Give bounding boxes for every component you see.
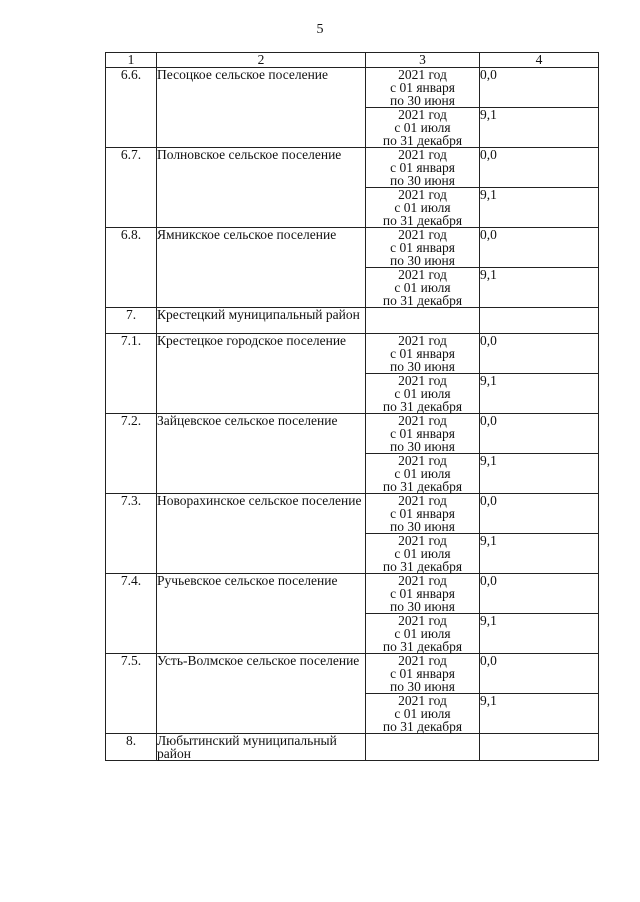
row-number: 7.4.	[106, 574, 157, 654]
period-line: 2021 год	[398, 227, 447, 242]
row-number: 7.1.	[106, 334, 157, 414]
table-row	[106, 414, 599, 454]
municipality-name: Крестецкий муниципальный район	[157, 308, 366, 334]
period-cell	[366, 68, 480, 108]
period-line: 2021 год	[398, 67, 447, 82]
table-row	[106, 574, 599, 614]
municipality-name: Крестецкое городское поселение	[157, 334, 366, 414]
period-line: по 31 декабря	[382, 293, 463, 308]
period-line: с 01 января	[390, 586, 455, 601]
rate-value: 9,1	[480, 694, 599, 734]
period-cell	[366, 574, 480, 614]
row-number: 6.6.	[106, 68, 157, 148]
period-line: с 01 января	[390, 426, 455, 441]
header-col-1: 1	[106, 53, 157, 68]
header-col-4: 4	[480, 53, 599, 68]
header-col-3: 3	[366, 53, 480, 68]
row-number: 7.	[106, 308, 157, 334]
period-line: по 30 июня	[390, 599, 455, 614]
period-line: 2021 год	[398, 147, 447, 162]
period-cell	[366, 414, 480, 454]
period-line: 2021 год	[398, 653, 447, 668]
period-line: 2021 год	[398, 187, 447, 202]
row-number: 6.8.	[106, 228, 157, 308]
period-line: по 30 июня	[390, 359, 455, 374]
rate-value: 0,0	[480, 494, 599, 534]
rate-value: 0,0	[480, 414, 599, 454]
period-cell	[366, 228, 480, 268]
period-line: с 01 января	[390, 346, 455, 361]
period-cell-empty	[366, 734, 480, 761]
period-line: с 01 июля	[394, 120, 451, 135]
period-line: с 01 июля	[394, 706, 451, 721]
period-line: по 30 июня	[390, 173, 455, 188]
rate-value: 9,1	[480, 108, 599, 148]
period-line: с 01 января	[390, 160, 455, 175]
table-row	[106, 228, 599, 268]
period-line: по 30 июня	[390, 519, 455, 534]
page-number: 5	[316, 22, 324, 37]
rate-value: 9,1	[480, 534, 599, 574]
rate-value: 0,0	[480, 148, 599, 188]
period-line: с 01 июля	[394, 626, 451, 641]
municipality-name: Усть-Волмское сельское поселение	[157, 654, 366, 734]
row-number: 6.7.	[106, 148, 157, 228]
period-line: 2021 год	[398, 333, 447, 348]
table-row	[106, 654, 599, 694]
period-line: 2021 год	[398, 613, 447, 628]
period-line: 2021 год	[398, 573, 447, 588]
rate-value: 0,0	[480, 654, 599, 694]
period-cell	[366, 654, 480, 694]
period-cell	[366, 108, 480, 148]
period-line: по 30 июня	[390, 93, 455, 108]
period-line: по 30 июня	[390, 439, 455, 454]
period-line: по 31 декабря	[382, 133, 463, 148]
period-cell	[366, 334, 480, 374]
period-line: 2021 год	[398, 693, 447, 708]
header-row	[106, 53, 599, 68]
period-cell-empty	[366, 308, 480, 334]
period-line: с 01 июля	[394, 466, 451, 481]
period-line: по 31 декабря	[382, 639, 463, 654]
municipality-name: Полновское сельское поселение	[157, 148, 366, 228]
rate-cell-empty	[480, 308, 599, 334]
period-line: по 30 июня	[390, 253, 455, 268]
period-cell	[366, 268, 480, 308]
period-cell	[366, 148, 480, 188]
table-body	[106, 68, 599, 761]
rate-value: 0,0	[480, 228, 599, 268]
period-cell	[366, 694, 480, 734]
period-line: 2021 год	[398, 373, 447, 388]
row-number: 7.3.	[106, 494, 157, 574]
period-line: с 01 января	[390, 80, 455, 95]
period-line: с 01 июля	[394, 546, 451, 561]
rate-value: 0,0	[480, 68, 599, 108]
municipality-name: Песоцкое сельское поселение	[157, 68, 366, 148]
period-cell	[366, 374, 480, 414]
tax-rate-table	[105, 52, 599, 761]
period-line: по 31 декабря	[382, 719, 463, 734]
period-line: по 31 декабря	[382, 479, 463, 494]
table-row	[106, 734, 599, 761]
period-line: с 01 января	[390, 506, 455, 521]
municipality-name: Ручьевское сельское поселение	[157, 574, 366, 654]
period-line: 2021 год	[398, 493, 447, 508]
period-line: с 01 июля	[394, 386, 451, 401]
period-cell	[366, 188, 480, 228]
rate-value: 9,1	[480, 614, 599, 654]
table-row	[106, 494, 599, 534]
rate-value: 0,0	[480, 334, 599, 374]
period-cell	[366, 454, 480, 494]
period-line: 2021 год	[398, 453, 447, 468]
rate-value: 9,1	[480, 268, 599, 308]
municipality-name: Новорахинское сельское поселение	[157, 494, 366, 574]
period-line: с 01 июля	[394, 280, 451, 295]
table-row	[106, 308, 599, 334]
rate-value: 9,1	[480, 454, 599, 494]
rate-cell-empty	[480, 734, 599, 761]
period-cell	[366, 534, 480, 574]
period-line: с 01 января	[390, 666, 455, 681]
municipality-name: Любытинский муниципальный район	[157, 734, 366, 761]
period-line: по 31 декабря	[382, 559, 463, 574]
table-row	[106, 148, 599, 188]
rate-value: 9,1	[480, 374, 599, 414]
municipality-name: Зайцевское сельское поселение	[157, 414, 366, 494]
municipality-name: Ямникское сельское поселение	[157, 228, 366, 308]
table-row	[106, 68, 599, 108]
period-line: 2021 год	[398, 533, 447, 548]
period-line: по 31 декабря	[382, 399, 463, 414]
rate-value: 9,1	[480, 188, 599, 228]
period-cell	[366, 494, 480, 534]
table-row	[106, 334, 599, 374]
period-line: по 30 июня	[390, 679, 455, 694]
row-number: 7.2.	[106, 414, 157, 494]
period-line: с 01 января	[390, 240, 455, 255]
period-line: по 31 декабря	[382, 213, 463, 228]
period-line: с 01 июля	[394, 200, 451, 215]
period-line: 2021 год	[398, 413, 447, 428]
row-number: 7.5.	[106, 654, 157, 734]
header-col-2: 2	[157, 53, 366, 68]
row-number: 8.	[106, 734, 157, 761]
period-line: 2021 год	[398, 107, 447, 122]
period-cell	[366, 614, 480, 654]
rate-value: 0,0	[480, 574, 599, 614]
period-line: 2021 год	[398, 267, 447, 282]
